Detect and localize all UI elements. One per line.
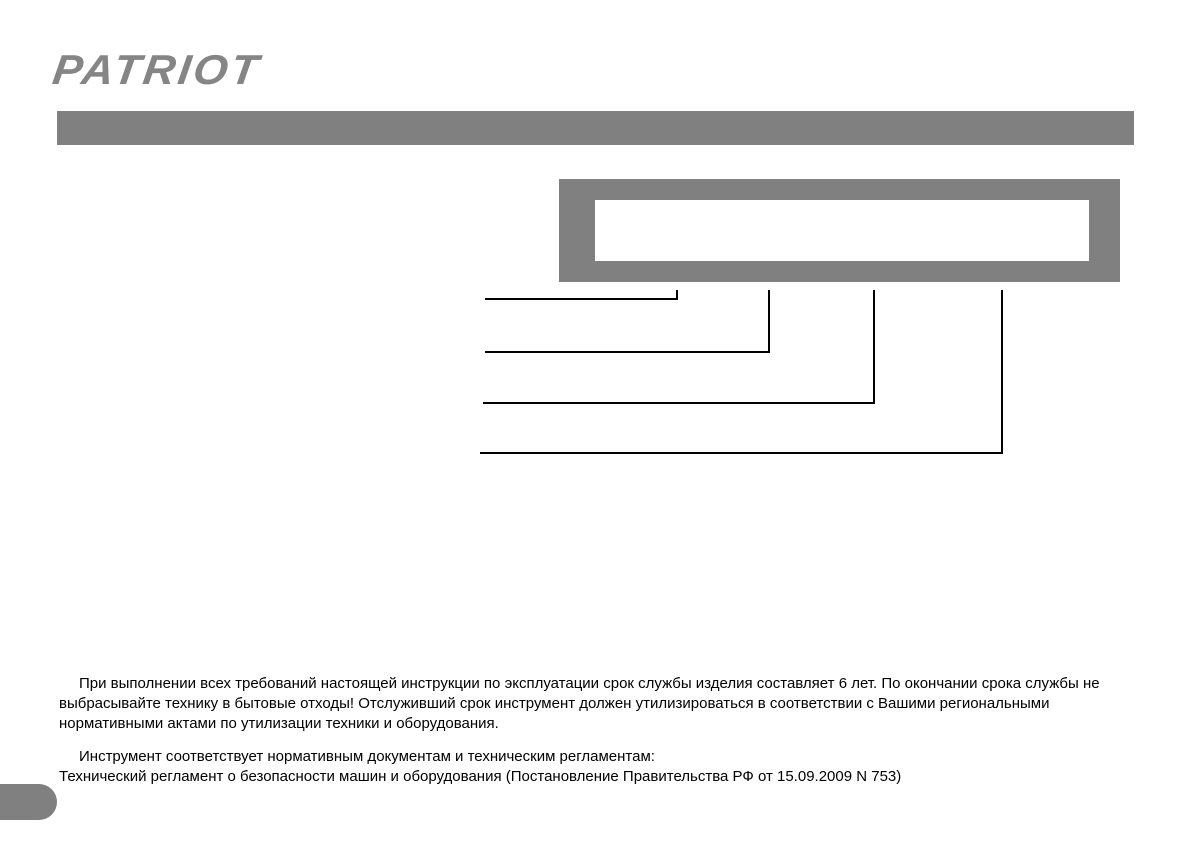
conformity-regulation-line: Технический регламент о безопасности машин и оборудования (Постановление Правительства РФ от 15.09.2009 N 753): [59, 768, 902, 785]
serial-number-field: [595, 200, 1089, 261]
patriot-logo: PATRIOT: [49, 47, 264, 94]
leader-line-4: [480, 290, 1002, 453]
service-life-text: При выполнении всех требований настоящей инструкции по эксплуатации срок службы изделия составляет 6 лет. По окончании срока службы не выбрасывайте технику в бытовые отходы! Отслуживший срок инструмент должен утилизироваться в соответствии с Вашими региональными нормативными актами по утилизации техники и оборудования.: [59, 675, 1100, 732]
header-bar: [57, 111, 1134, 145]
leader-line-1: [485, 290, 677, 299]
serial-number-frame: [559, 179, 1120, 282]
page-number-tab: [0, 784, 57, 820]
leader-line-3: [483, 290, 874, 403]
conformity-block: [59, 747, 1139, 787]
conformity-intro-line: [59, 747, 1139, 767]
conformity-intro-text: Инструмент соответствует нормативным документам и техническим регламентам:: [79, 748, 655, 765]
leader-line-2: [485, 290, 769, 352]
service-life-paragraph: [59, 674, 1139, 734]
